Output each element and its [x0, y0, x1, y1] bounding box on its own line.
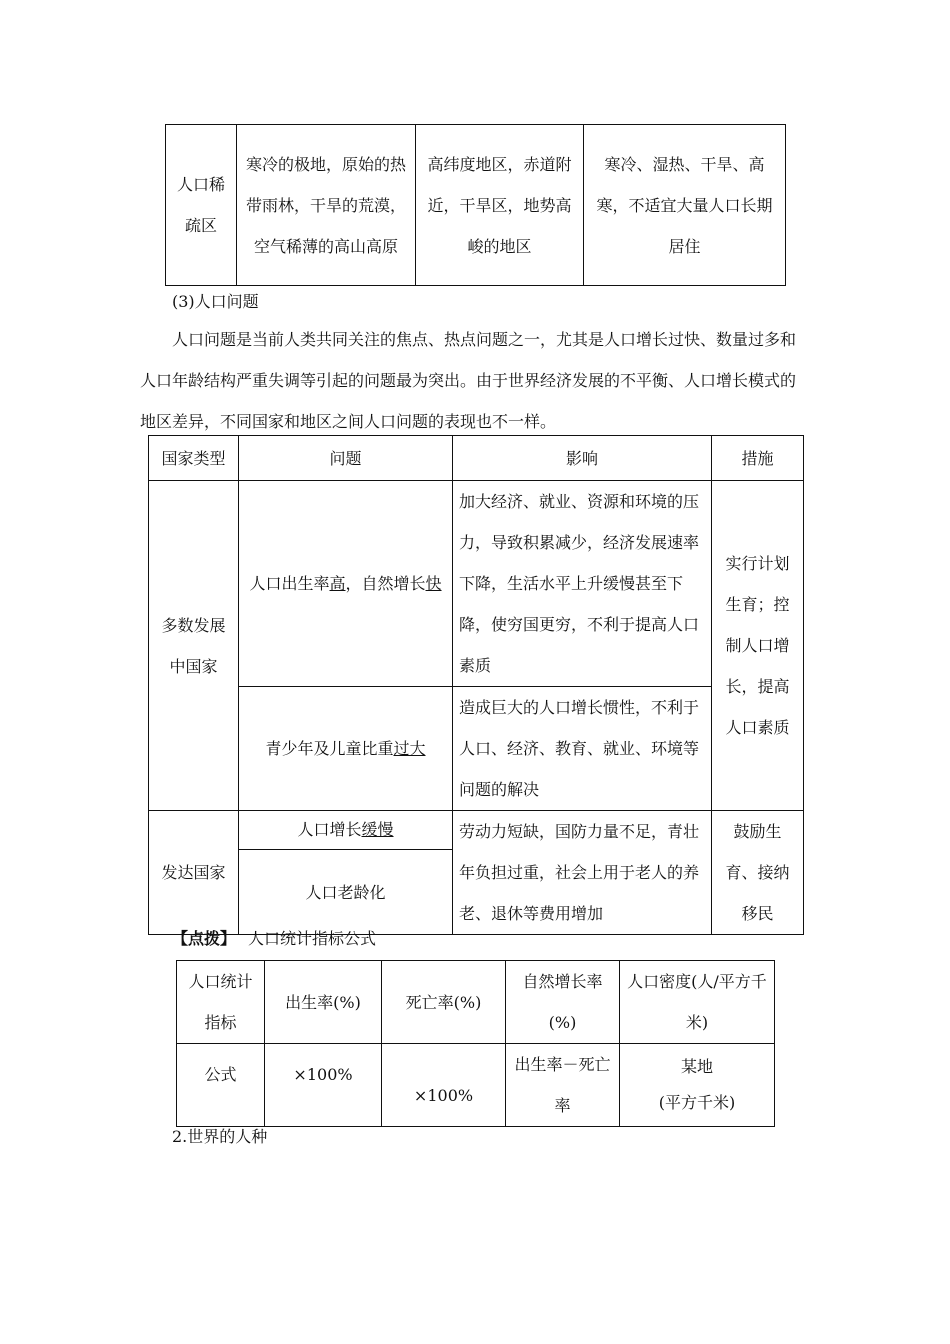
- density-numerator: 某地: [680, 1057, 713, 1076]
- header-effect: 影响: [453, 436, 712, 481]
- header-natural-growth: 自然增长率(%): [506, 961, 620, 1044]
- tip-tag: 【点拨】: [172, 929, 237, 948]
- developing-problem-1: 人口出生率高，自然增长快: [239, 481, 453, 687]
- death-rate-formula: ×100%: [382, 1044, 506, 1127]
- header-density: 人口密度(人/平方千米): [620, 961, 775, 1044]
- developed-country-type: 发达国家: [149, 811, 239, 935]
- developed-measure: 鼓励生育、接纳移民: [712, 811, 804, 935]
- tip-line: [172, 918, 376, 959]
- natural-growth-formula: 出生率－死亡率: [506, 1044, 620, 1127]
- header-measure: 措施: [712, 436, 804, 481]
- developing-country-type: 多数发展中国家: [149, 481, 239, 811]
- birth-rate-formula: ×100%: [265, 1044, 382, 1127]
- density-formula: [620, 1044, 775, 1127]
- population-problem-table: [148, 435, 804, 935]
- developing-effect-1: 加大经济、就业、资源和环境的压力，导致积累减少，经济发展速率下降，生活水平上升缓慢甚至下降，使穷国更穷，不利于提高人口素质: [453, 481, 712, 687]
- developed-effect: 劳动力短缺，国防力量不足，青壮年负担过重，社会上用于老人的养老、退休等费用增加: [453, 811, 712, 935]
- sparse-population-table: [165, 124, 786, 286]
- developed-problem-2: 人口老龄化: [239, 850, 453, 935]
- developing-effect-2: 造成巨大的人口增长惯性，不利于人口、经济、教育、就业、环境等问题的解决: [453, 687, 712, 811]
- developing-measure: 实行计划生育；控制人口增长，提高人口素质: [712, 481, 804, 811]
- statistics-formula-table: [176, 960, 775, 1127]
- tip-title: 人口统计指标公式: [248, 929, 377, 948]
- header-problem: 问题: [239, 436, 453, 481]
- header-death-rate: 死亡率(%): [382, 961, 506, 1044]
- header-birth-rate: 出生率(%): [265, 961, 382, 1044]
- section-2-title: 2.世界的人种: [172, 1127, 268, 1146]
- sparse-region-location: 高纬度地区，赤道附近，干旱区，地势高峻的地区: [416, 125, 584, 286]
- sparse-region-label: 人口稀疏区: [166, 125, 237, 286]
- developing-problem-2: 青少年及儿童比重过大: [239, 687, 453, 811]
- sparse-region-natural: 寒冷的极地，原始的热带雨林，干旱的荒漠，空气稀薄的高山高原: [237, 125, 416, 286]
- density-denominator: (平方千米): [658, 1093, 736, 1112]
- section-3-title: (3)人口问题: [172, 292, 259, 311]
- developed-problem-1: 人口增长缓慢: [239, 811, 453, 850]
- sparse-region-reason: 寒冷、湿热、干旱、高寒，不适宜大量人口长期居住: [584, 125, 786, 286]
- population-problem-paragraph: [140, 319, 810, 442]
- header-indicator: 人口统计指标: [177, 961, 265, 1044]
- header-country-type: 国家类型: [149, 436, 239, 481]
- paragraph-text: 人口问题是当前人类共同关注的焦点、热点问题之一，尤其是人口增长过快、数量过多和人口年龄结构严重失调等引起的问题最为突出。由于世界经济发展的不平衡、人口增长模式的地区差异，不同国家和地区之间人口问题的表现也不一样。: [140, 330, 797, 431]
- formula-row-label: 公式: [177, 1044, 265, 1127]
